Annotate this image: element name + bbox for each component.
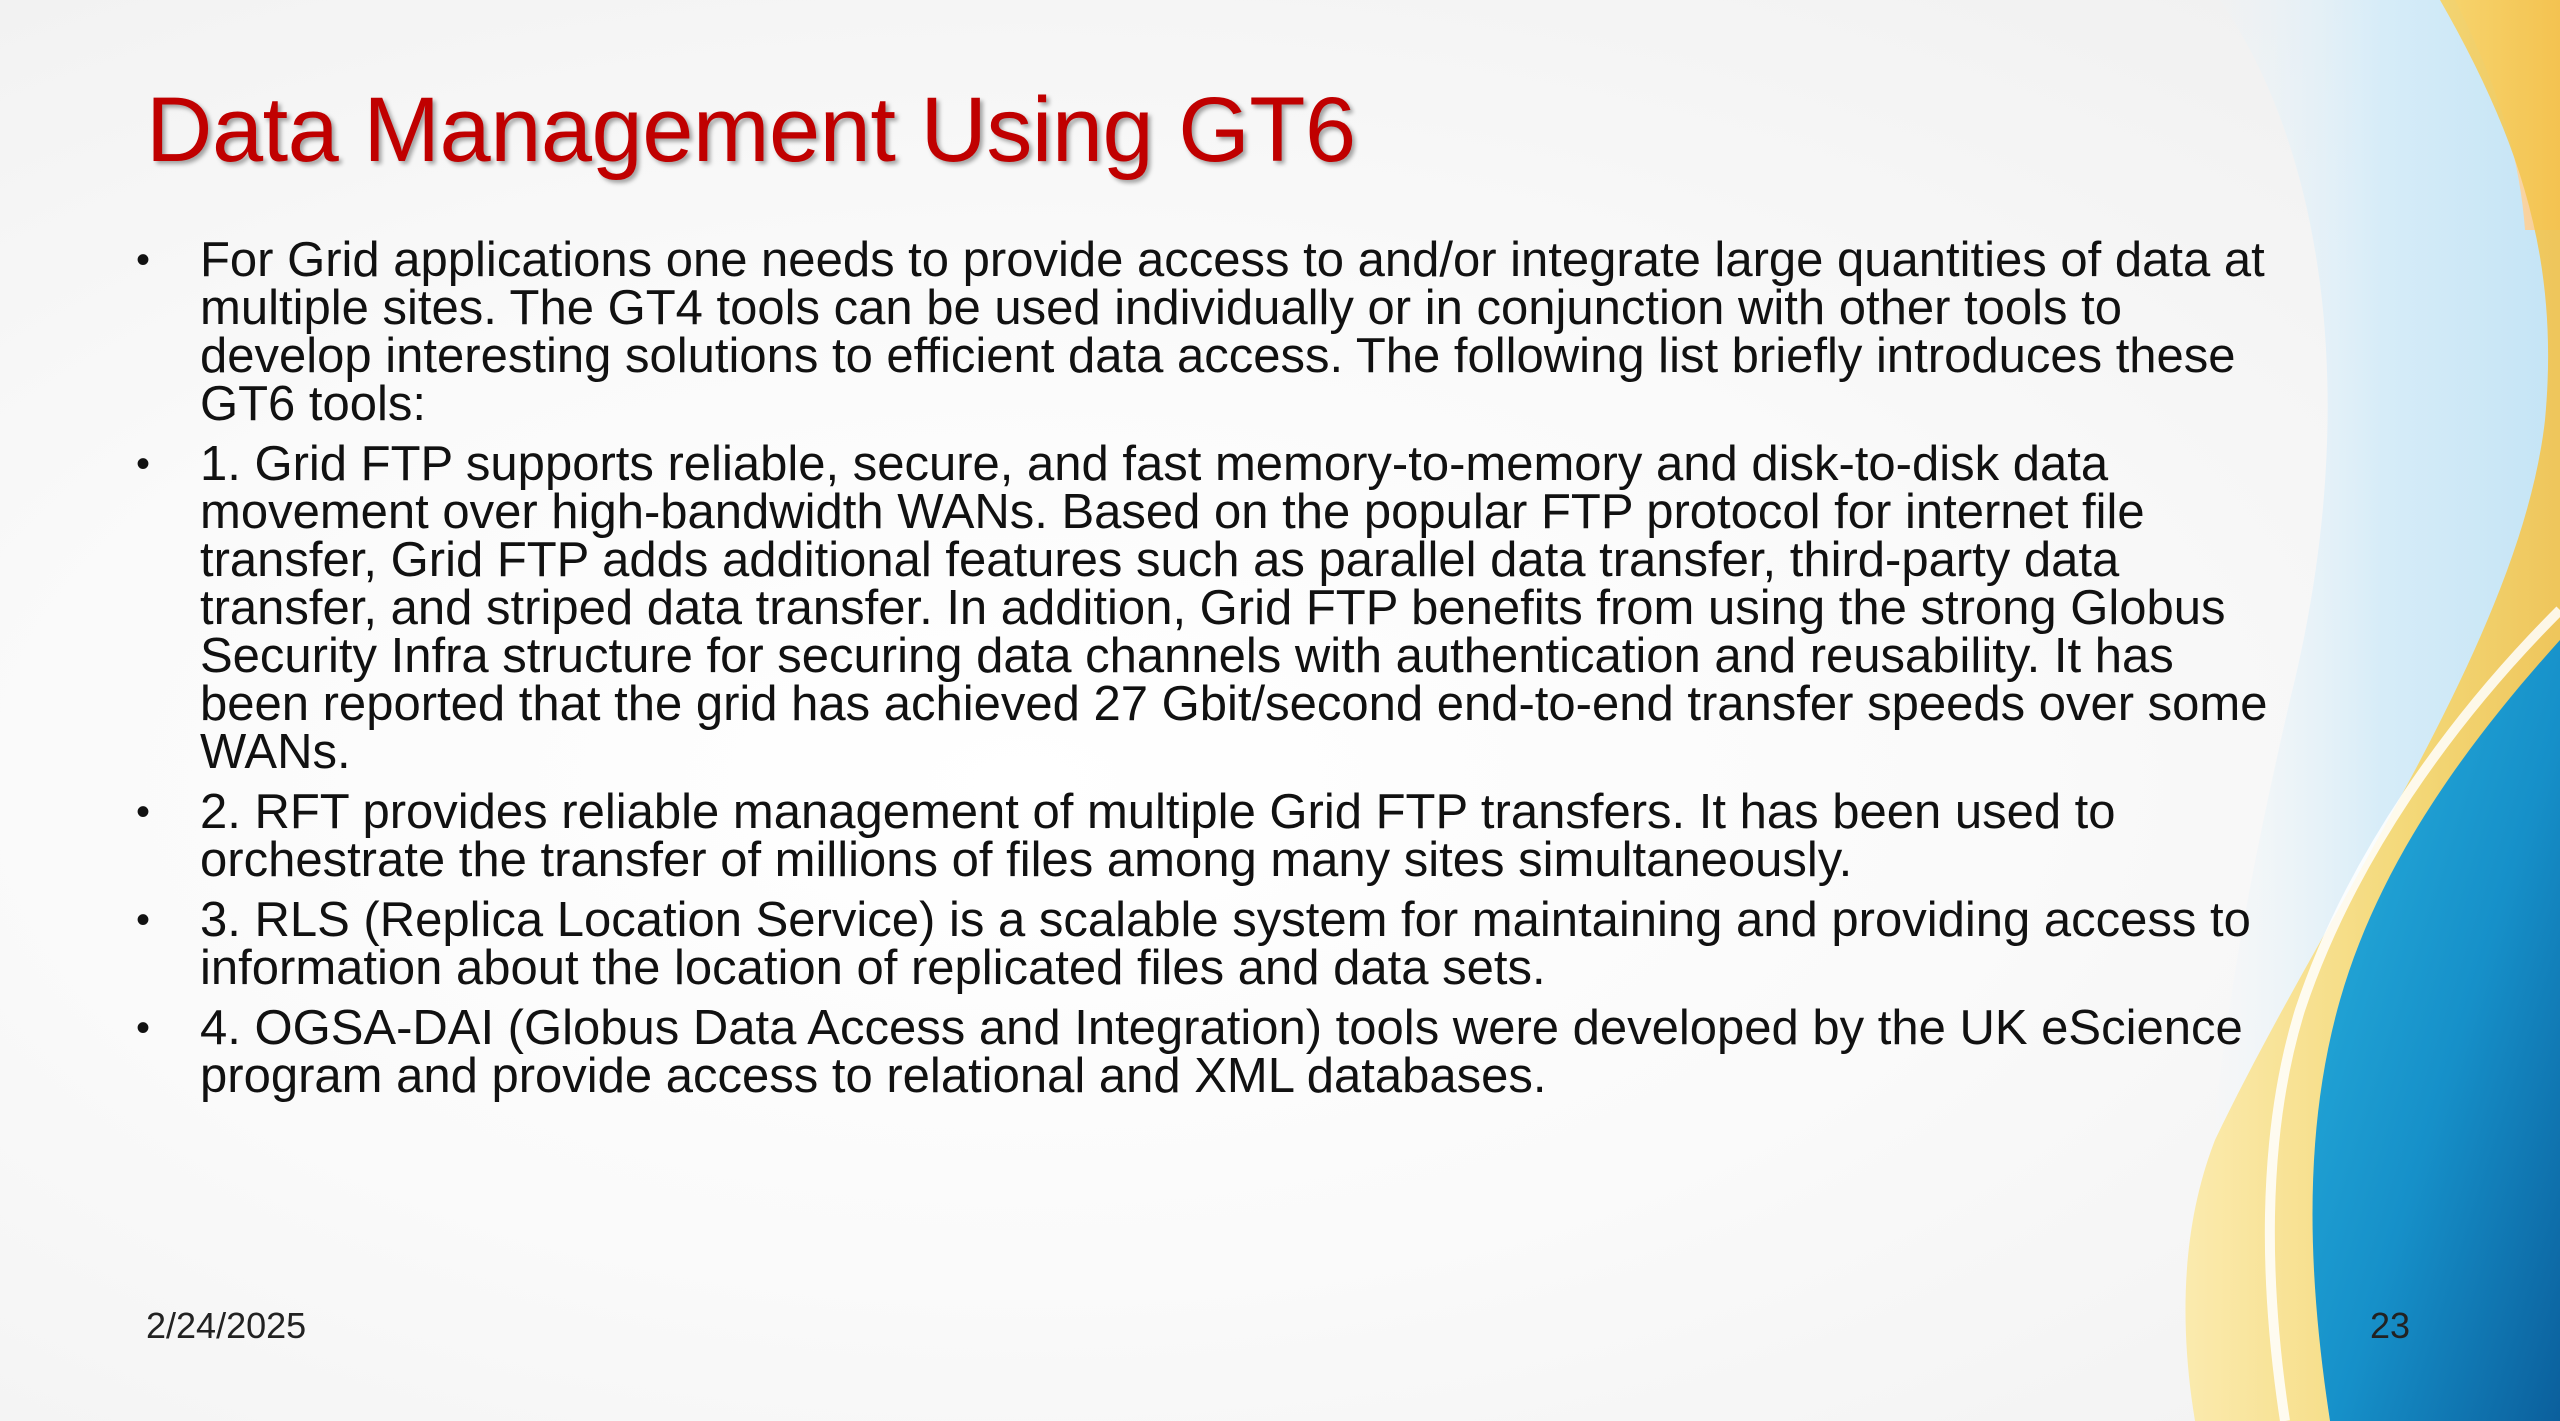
bullet-item-rft: [128, 785, 2288, 887]
bullet-item-gridftp: [128, 437, 2288, 779]
bullet-text: For Grid applications one needs to provide access to and/or integrate large quantities of data at multiple sites. The GT4 tools can be used individually or in conjunction with other tools to develop interesting solutions to efficient data access. The following list briefly introduces these GT6 tools:: [200, 233, 2265, 431]
bullet-item-intro: [128, 233, 2288, 431]
bullet-dot-icon: •: [135, 442, 150, 486]
bullet-text: 3. RLS (Replica Location Service) is a scalable system for maintaining and providing access to information about the location of replicated files and data sets.: [200, 893, 2251, 995]
bullet-dot-icon: •: [135, 1006, 150, 1050]
bullet-item-rls: [128, 893, 2288, 995]
slide-number: 23: [2370, 1305, 2411, 1346]
bullet-item-ogsa-dai: [128, 1001, 2288, 1103]
bullet-dot-icon: •: [135, 238, 150, 282]
footer-date: 2/24/2025: [146, 1305, 307, 1346]
bullet-text: 2. RFT provides reliable management of multiple Grid FTP transfers. It has been used to orchestrate the transfer of millions of files among many sites simultaneously.: [200, 785, 2116, 887]
bullet-list: [128, 233, 2288, 1112]
bullet-dot-icon: •: [135, 790, 150, 834]
slide-title: Data Management Using GT6: [146, 79, 1356, 181]
bullet-text: 1. Grid FTP supports reliable, secure, and fast memory-to-memory and disk-to-disk data movement over high-bandwidth WANs. Based on the popular FTP protocol for internet file transfer, Grid FTP adds additional features such as parallel data transfer, third-party data transfer, and striped data transfer. In addition, Grid FTP benefits from using the strong Globus Security Infra structure for securing data channels with authentication and reusability. It has been reported that the grid has achieved 27 Gbit/second end-to-end transfer speeds over some WANs.: [200, 437, 2268, 779]
bullet-text: 4. OGSA-DAI (Globus Data Access and Integration) tools were developed by the UK eScience program and provide access to relational and XML databases.: [200, 1001, 2243, 1103]
bullet-dot-icon: •: [135, 898, 150, 942]
